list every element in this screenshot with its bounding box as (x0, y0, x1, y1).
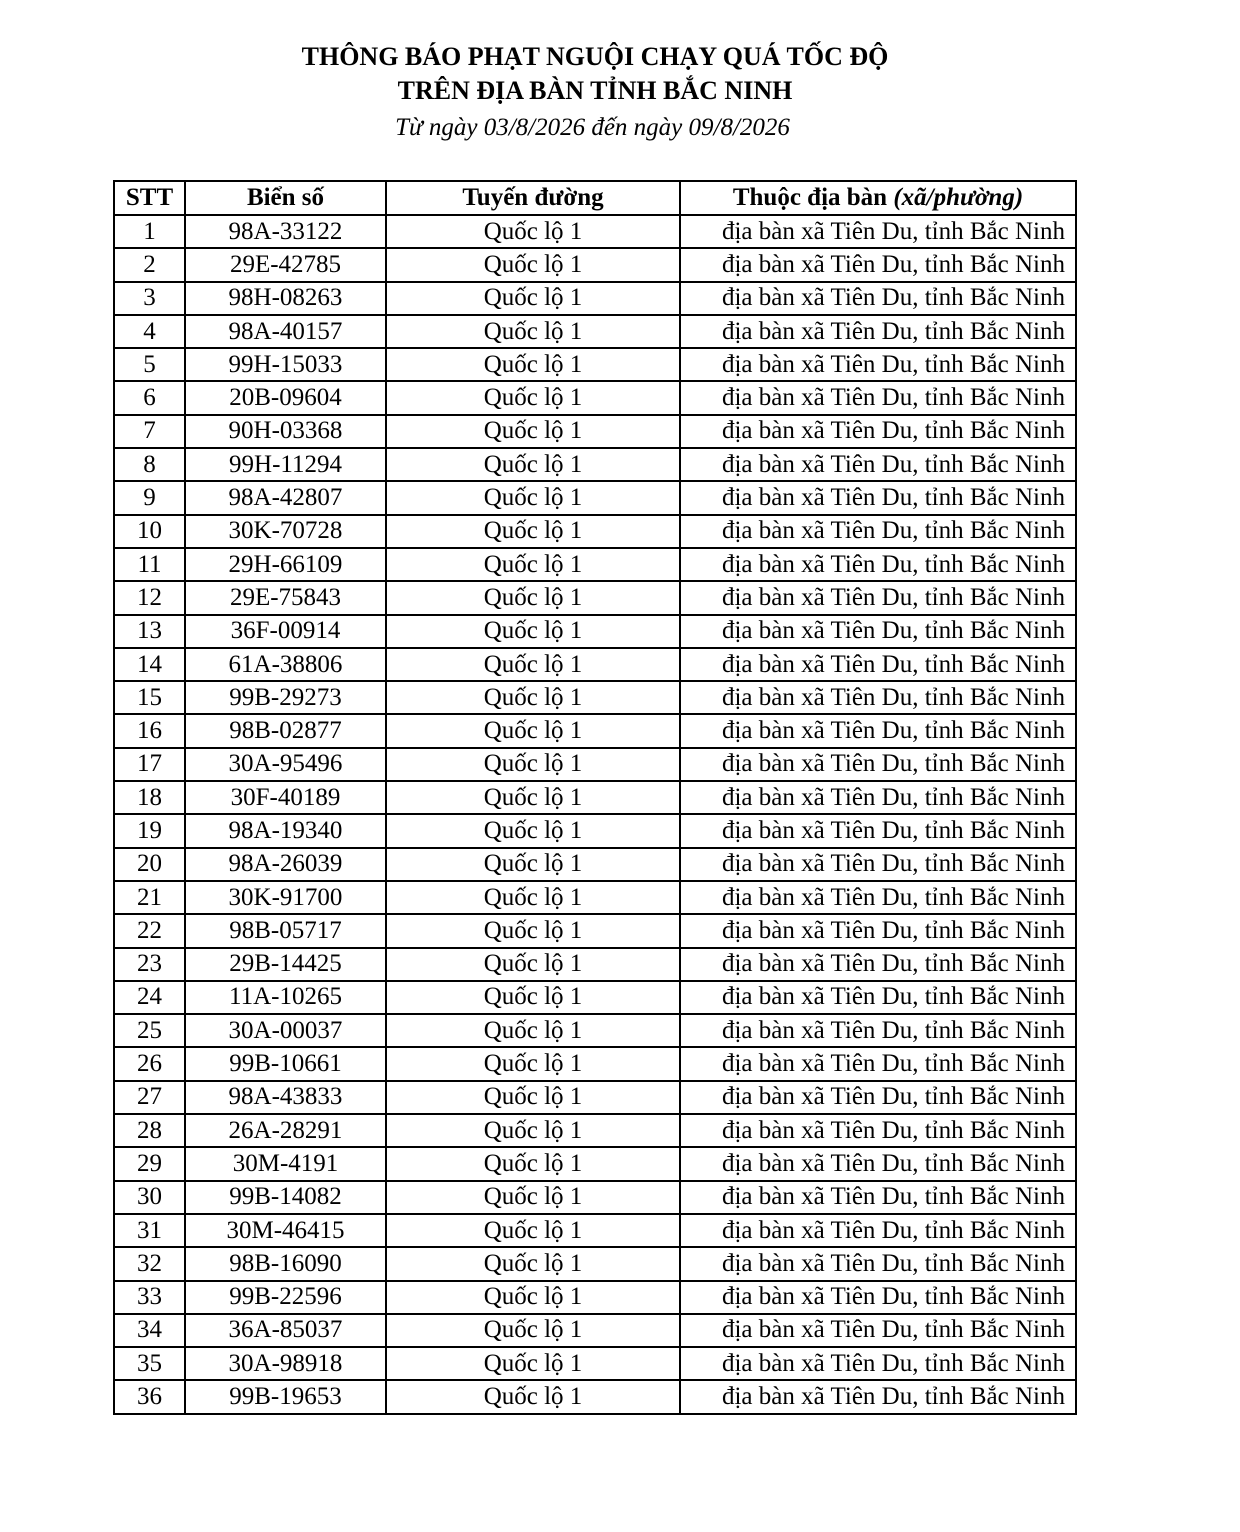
cell-road: Quốc lộ 1 (386, 1147, 680, 1180)
cell-road: Quốc lộ 1 (386, 1347, 680, 1380)
cell-plate: 99B-14082 (185, 1181, 386, 1214)
table-row (114, 1247, 1076, 1280)
cell-area: địa bàn xã Tiên Du, tỉnh Bắc Ninh (680, 781, 1076, 814)
cell-area: địa bàn xã Tiên Du, tỉnh Bắc Ninh (680, 1380, 1076, 1413)
cell-area: địa bàn xã Tiên Du, tỉnh Bắc Ninh (680, 1081, 1076, 1114)
cell-stt: 17 (114, 748, 185, 781)
table-row (114, 248, 1076, 281)
cell-road: Quốc lộ 1 (386, 1014, 680, 1047)
cell-plate: 99B-29273 (185, 681, 386, 714)
cell-area: địa bàn xã Tiên Du, tỉnh Bắc Ninh (680, 848, 1076, 881)
cell-area: địa bàn xã Tiên Du, tỉnh Bắc Ninh (680, 748, 1076, 781)
cell-area: địa bàn xã Tiên Du, tỉnh Bắc Ninh (680, 315, 1076, 348)
table-body (114, 215, 1076, 1414)
cell-area: địa bàn xã Tiên Du, tỉnh Bắc Ninh (680, 714, 1076, 747)
cell-plate: 30F-40189 (185, 781, 386, 814)
table-row (114, 648, 1076, 681)
cell-area: địa bàn xã Tiên Du, tỉnh Bắc Ninh (680, 1014, 1076, 1047)
table-row (114, 1214, 1076, 1247)
violations-table (113, 180, 1077, 1415)
cell-area: địa bàn xã Tiên Du, tỉnh Bắc Ninh (680, 548, 1076, 581)
cell-plate: 20B-09604 (185, 381, 386, 414)
cell-stt: 2 (114, 248, 185, 281)
table-row (114, 681, 1076, 714)
cell-area: địa bàn xã Tiên Du, tỉnh Bắc Ninh (680, 1314, 1076, 1347)
column-header-area-label: Thuộc địa bàn (732, 184, 894, 211)
cell-road: Quốc lộ 1 (386, 1081, 680, 1114)
cell-area: địa bàn xã Tiên Du, tỉnh Bắc Ninh (680, 415, 1076, 448)
table-row (114, 1380, 1076, 1413)
cell-stt: 14 (114, 648, 185, 681)
table-row (114, 1147, 1076, 1180)
cell-stt: 25 (114, 1014, 185, 1047)
table-row (114, 581, 1076, 614)
cell-stt: 5 (114, 348, 185, 381)
cell-road: Quốc lộ 1 (386, 615, 680, 648)
cell-plate: 98B-16090 (185, 1247, 386, 1280)
table-row (114, 814, 1076, 847)
cell-road: Quốc lộ 1 (386, 448, 680, 481)
table-row (114, 415, 1076, 448)
cell-plate: 30A-00037 (185, 1014, 386, 1047)
cell-plate: 99B-22596 (185, 1281, 386, 1314)
cell-area: địa bàn xã Tiên Du, tỉnh Bắc Ninh (680, 215, 1076, 248)
cell-stt: 13 (114, 615, 185, 648)
cell-area: địa bàn xã Tiên Du, tỉnh Bắc Ninh (680, 948, 1076, 981)
table-row (114, 1014, 1076, 1047)
table-row (114, 881, 1076, 914)
table-header-row (114, 181, 1076, 215)
table-row (114, 1081, 1076, 1114)
cell-stt: 22 (114, 914, 185, 947)
cell-area: địa bàn xã Tiên Du, tỉnh Bắc Ninh (680, 1047, 1076, 1080)
cell-plate: 30A-98918 (185, 1347, 386, 1380)
table-row (114, 981, 1076, 1014)
cell-stt: 7 (114, 415, 185, 448)
cell-area: địa bàn xã Tiên Du, tỉnh Bắc Ninh (680, 515, 1076, 548)
cell-area: địa bàn xã Tiên Du, tỉnh Bắc Ninh (680, 581, 1076, 614)
cell-stt: 1 (114, 215, 185, 248)
cell-plate: 99B-10661 (185, 1047, 386, 1080)
cell-area: địa bàn xã Tiên Du, tỉnh Bắc Ninh (680, 981, 1076, 1014)
cell-stt: 31 (114, 1214, 185, 1247)
cell-road: Quốc lộ 1 (386, 1247, 680, 1280)
table-row (114, 448, 1076, 481)
cell-stt: 34 (114, 1314, 185, 1347)
cell-plate: 98A-42807 (185, 481, 386, 514)
cell-stt: 28 (114, 1114, 185, 1147)
column-header-area-hint: (xã/phường) (893, 184, 1024, 211)
cell-area: địa bàn xã Tiên Du, tỉnh Bắc Ninh (680, 881, 1076, 914)
cell-area: địa bàn xã Tiên Du, tỉnh Bắc Ninh (680, 1281, 1076, 1314)
cell-road: Quốc lộ 1 (386, 1047, 680, 1080)
cell-area: địa bàn xã Tiên Du, tỉnh Bắc Ninh (680, 282, 1076, 315)
cell-road: Quốc lộ 1 (386, 1281, 680, 1314)
cell-plate: 98A-19340 (185, 814, 386, 847)
cell-road: Quốc lộ 1 (386, 1114, 680, 1147)
table-row (114, 315, 1076, 348)
cell-road: Quốc lộ 1 (386, 1314, 680, 1347)
table-row (114, 481, 1076, 514)
cell-stt: 8 (114, 448, 185, 481)
cell-road: Quốc lộ 1 (386, 282, 680, 315)
cell-stt: 11 (114, 548, 185, 581)
cell-stt: 10 (114, 515, 185, 548)
cell-stt: 20 (114, 848, 185, 881)
cell-road: Quốc lộ 1 (386, 781, 680, 814)
cell-stt: 6 (114, 381, 185, 414)
column-header-area (680, 181, 1076, 215)
table-row (114, 381, 1076, 414)
cell-plate: 36F-00914 (185, 615, 386, 648)
cell-road: Quốc lộ 1 (386, 381, 680, 414)
cell-road: Quốc lộ 1 (386, 881, 680, 914)
cell-stt: 9 (114, 481, 185, 514)
cell-road: Quốc lộ 1 (386, 481, 680, 514)
cell-plate: 30A-95496 (185, 748, 386, 781)
cell-stt: 16 (114, 714, 185, 747)
column-header-stt: STT (114, 181, 185, 215)
cell-road: Quốc lộ 1 (386, 748, 680, 781)
table-row (114, 548, 1076, 581)
cell-area: địa bàn xã Tiên Du, tỉnh Bắc Ninh (680, 1214, 1076, 1247)
notice-subtitle: TRÊN ĐỊA BÀN TỈNH BẮC NINH (397, 76, 793, 105)
cell-plate: 98A-33122 (185, 215, 386, 248)
cell-plate: 30K-91700 (185, 881, 386, 914)
cell-plate: 98H-08263 (185, 282, 386, 315)
cell-stt: 19 (114, 814, 185, 847)
table-row (114, 781, 1076, 814)
cell-plate: 99H-15033 (185, 348, 386, 381)
cell-stt: 26 (114, 1047, 185, 1080)
column-header-road: Tuyến đường (386, 181, 680, 215)
date-range: Từ ngày 03/8/2026 đến ngày 09/8/2026 (395, 114, 790, 141)
cell-stt: 24 (114, 981, 185, 1014)
cell-plate: 98B-02877 (185, 714, 386, 747)
cell-plate: 29B-14425 (185, 948, 386, 981)
cell-plate: 99H-11294 (185, 448, 386, 481)
table-row (114, 1347, 1076, 1380)
cell-road: Quốc lộ 1 (386, 914, 680, 947)
cell-area: địa bàn xã Tiên Du, tỉnh Bắc Ninh (680, 1247, 1076, 1280)
cell-area: địa bàn xã Tiên Du, tỉnh Bắc Ninh (680, 381, 1076, 414)
cell-road: Quốc lộ 1 (386, 315, 680, 348)
cell-plate: 29E-75843 (185, 581, 386, 614)
cell-stt: 15 (114, 681, 185, 714)
cell-area: địa bàn xã Tiên Du, tỉnh Bắc Ninh (680, 648, 1076, 681)
cell-stt: 23 (114, 948, 185, 981)
table-row (114, 1114, 1076, 1147)
cell-area: địa bàn xã Tiên Du, tỉnh Bắc Ninh (680, 448, 1076, 481)
cell-plate: 61A-38806 (185, 648, 386, 681)
cell-road: Quốc lộ 1 (386, 648, 680, 681)
cell-stt: 4 (114, 315, 185, 348)
cell-road: Quốc lộ 1 (386, 1214, 680, 1247)
cell-road: Quốc lộ 1 (386, 581, 680, 614)
cell-stt: 30 (114, 1181, 185, 1214)
cell-road: Quốc lộ 1 (386, 248, 680, 281)
cell-stt: 33 (114, 1281, 185, 1314)
table-row (114, 515, 1076, 548)
cell-road: Quốc lộ 1 (386, 814, 680, 847)
cell-area: địa bàn xã Tiên Du, tỉnh Bắc Ninh (680, 681, 1076, 714)
cell-road: Quốc lộ 1 (386, 981, 680, 1014)
cell-stt: 12 (114, 581, 185, 614)
table-row (114, 215, 1076, 248)
cell-road: Quốc lộ 1 (386, 848, 680, 881)
cell-area: địa bàn xã Tiên Du, tỉnh Bắc Ninh (680, 481, 1076, 514)
cell-plate: 30M-4191 (185, 1147, 386, 1180)
cell-road: Quốc lộ 1 (386, 415, 680, 448)
cell-stt: 35 (114, 1347, 185, 1380)
cell-plate: 29E-42785 (185, 248, 386, 281)
cell-road: Quốc lộ 1 (386, 348, 680, 381)
cell-plate: 98A-43833 (185, 1081, 386, 1114)
cell-stt: 21 (114, 881, 185, 914)
cell-area: địa bàn xã Tiên Du, tỉnh Bắc Ninh (680, 615, 1076, 648)
cell-area: địa bàn xã Tiên Du, tỉnh Bắc Ninh (680, 1181, 1076, 1214)
table-row (114, 1281, 1076, 1314)
table-row (114, 914, 1076, 947)
cell-stt: 32 (114, 1247, 185, 1280)
cell-plate: 90H-03368 (185, 415, 386, 448)
table-row (114, 1047, 1076, 1080)
cell-area: địa bàn xã Tiên Du, tỉnh Bắc Ninh (680, 1147, 1076, 1180)
cell-stt: 18 (114, 781, 185, 814)
cell-area: địa bàn xã Tiên Du, tỉnh Bắc Ninh (680, 914, 1076, 947)
cell-area: địa bàn xã Tiên Du, tỉnh Bắc Ninh (680, 1347, 1076, 1380)
table-row (114, 1181, 1076, 1214)
cell-stt: 3 (114, 282, 185, 315)
cell-area: địa bàn xã Tiên Du, tỉnh Bắc Ninh (680, 814, 1076, 847)
cell-plate: 11A-10265 (185, 981, 386, 1014)
cell-stt: 29 (114, 1147, 185, 1180)
cell-plate: 98B-05717 (185, 914, 386, 947)
cell-road: Quốc lộ 1 (386, 1380, 680, 1413)
cell-plate: 26A-28291 (185, 1114, 386, 1147)
table-row (114, 282, 1076, 315)
table-row (114, 748, 1076, 781)
table-row (114, 615, 1076, 648)
cell-road: Quốc lộ 1 (386, 215, 680, 248)
cell-road: Quốc lộ 1 (386, 681, 680, 714)
table-row (114, 848, 1076, 881)
cell-plate: 36A-85037 (185, 1314, 386, 1347)
cell-road: Quốc lộ 1 (386, 515, 680, 548)
column-header-plate: Biển số (185, 181, 386, 215)
cell-road: Quốc lộ 1 (386, 948, 680, 981)
table-row (114, 1314, 1076, 1347)
cell-plate: 98A-26039 (185, 848, 386, 881)
cell-road: Quốc lộ 1 (386, 714, 680, 747)
cell-plate: 99B-19653 (185, 1380, 386, 1413)
cell-plate: 29H-66109 (185, 548, 386, 581)
cell-plate: 98A-40157 (185, 315, 386, 348)
table-row (114, 714, 1076, 747)
cell-stt: 27 (114, 1081, 185, 1114)
cell-plate: 30K-70728 (185, 515, 386, 548)
cell-road: Quốc lộ 1 (386, 1181, 680, 1214)
table-row (114, 948, 1076, 981)
notice-title: THÔNG BÁO PHẠT NGUỘI CHẠY QUÁ TỐC ĐỘ (301, 42, 889, 71)
cell-stt: 36 (114, 1380, 185, 1413)
cell-plate: 30M-46415 (185, 1214, 386, 1247)
cell-road: Quốc lộ 1 (386, 548, 680, 581)
cell-area: địa bàn xã Tiên Du, tỉnh Bắc Ninh (680, 1114, 1076, 1147)
cell-area: địa bàn xã Tiên Du, tỉnh Bắc Ninh (680, 248, 1076, 281)
table-row (114, 348, 1076, 381)
cell-area: địa bàn xã Tiên Du, tỉnh Bắc Ninh (680, 348, 1076, 381)
